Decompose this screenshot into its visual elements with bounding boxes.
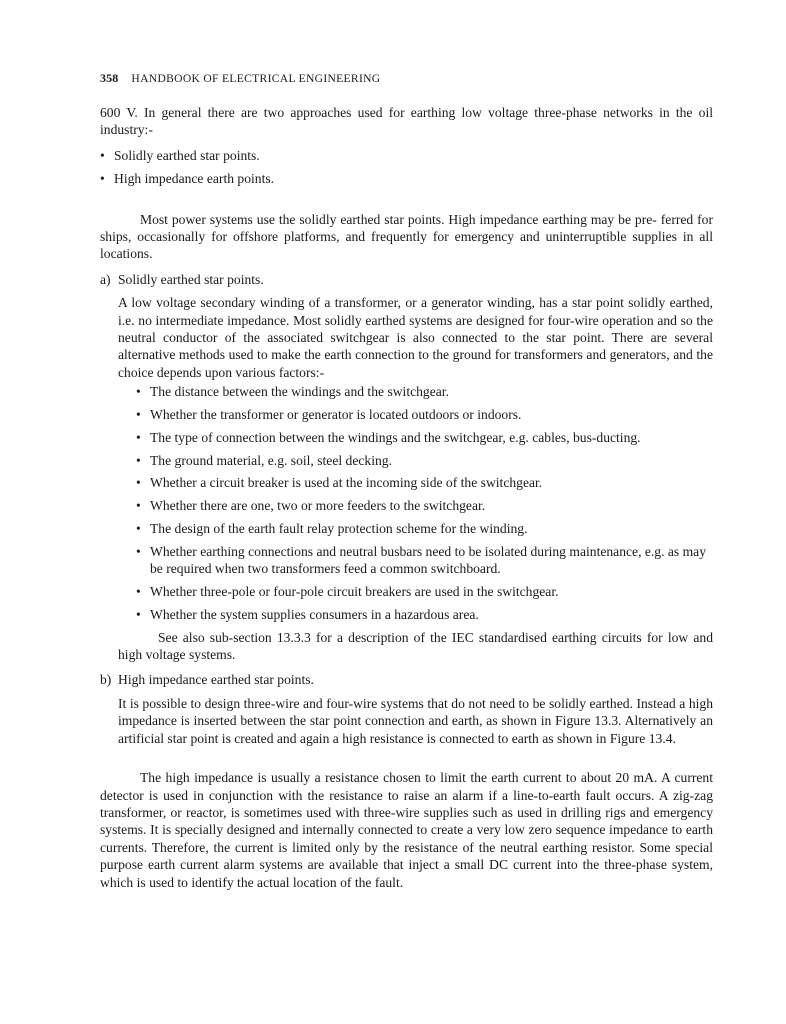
section-b-paragraph: It is possible to design three-wire and four-wire systems that do not need to be solidly earthed. Instead a high impedance is inserted between the star point connection and earth, as shown in Figure 13.3. Alternatively an artificial star point is created and again a high resistance is connected to earth as shown in Figure 13.4. — [118, 695, 713, 746]
section-a-paragraph: A low voltage secondary winding of a transformer, or a generator winding, has a star point solidly earthed, i.e. no intermediate impedance. Most solidly earthed systems are designed for four-wire operation and so the neutral conductor of the associated switchgear is also connected to the star point. There are several alternative methods used to make the earth connection to the ground for transformers and generators, and the choice depends upon various factors:- — [118, 295, 713, 380]
list-item: • Whether there are one, two or more feeders to the switchgear. — [136, 497, 713, 514]
section-a — [100, 271, 713, 664]
factors-list — [136, 383, 713, 623]
section-a-heading — [100, 271, 713, 288]
list-item: • The type of connection between the windings and the switchgear, e.g. cables, bus-ducting. — [136, 429, 713, 446]
paragraph-power-systems: Most power systems use the solidly earthed star points. High impedance earthing may be pre- ferred for ships, occasionally for offshore platforms, and frequently for emergency and uninterruptible supplies in all locations. — [100, 211, 713, 262]
section-b — [100, 671, 713, 747]
list-item: • The ground material, e.g. soil, steel decking. — [136, 452, 713, 469]
paragraph-high-impedance: The high impedance is usually a resistance chosen to limit the earth current to about 20 mA. A current detector is used in conjunction with the resistance to raise an alarm if a line-to-earth fault occurs. A zig-zag transformer, or reactor, is sometimes used with three-wire supplies such as used in drilling rigs and emergency systems. It is specially designed and internally connected to create a very low zero sequence impedance to earth currents. Therefore, the current is limited only by the resistance of the neutral earthing resistor. Some special purpose earth current alarm systems are available that inject a small DC current into the three-phase system, which is used to identify the actual location of the fault. — [100, 770, 713, 890]
list-item: • Solidly earthed star points. — [100, 147, 713, 164]
running-header — [100, 70, 713, 87]
list-item: • Whether the transformer or generator is located outdoors or indoors. — [136, 406, 713, 423]
section-b-heading — [100, 671, 713, 688]
list-item: • Whether a circuit breaker is used at the incoming side of the switchgear. — [136, 474, 713, 491]
section-a-title: Solidly earthed star points. — [118, 271, 264, 287]
list-item: • The distance between the windings and the switchgear. — [136, 383, 713, 400]
list-item: • The design of the earth fault relay protection scheme for the winding. — [136, 520, 713, 537]
list-item: • Whether the system supplies consumers in a hazardous area. — [136, 606, 713, 623]
page — [100, 70, 713, 891]
intro-paragraph: 600 V. In general there are two approaches used for earthing low voltage three-phase networks in the oil industry:- — [100, 105, 713, 138]
see-also-note: See also sub-section 13.3.3 for a description of the IEC standardised earthing circuits for low and high voltage systems. — [118, 629, 713, 663]
page-number: 358 — [100, 71, 119, 85]
list-item: • High impedance earth points. — [100, 170, 713, 187]
section-b-title: High impedance earthed star points. — [118, 672, 314, 688]
section-a-body — [118, 294, 713, 663]
running-title: HANDBOOK OF ELECTRICAL ENGINEERING — [131, 72, 381, 85]
section-b-body — [118, 695, 713, 747]
section-b-label: b) — [100, 672, 112, 688]
section-a-label: a) — [100, 271, 111, 287]
list-item: • Whether three-pole or four-pole circuit breakers are used in the switchgear. — [136, 583, 713, 600]
approaches-list — [100, 147, 713, 188]
list-item: • Whether earthing connections and neutral busbars need to be isolated during maintenance, e.g. as may be required when two transformers feed a common switchboard. — [136, 543, 713, 578]
